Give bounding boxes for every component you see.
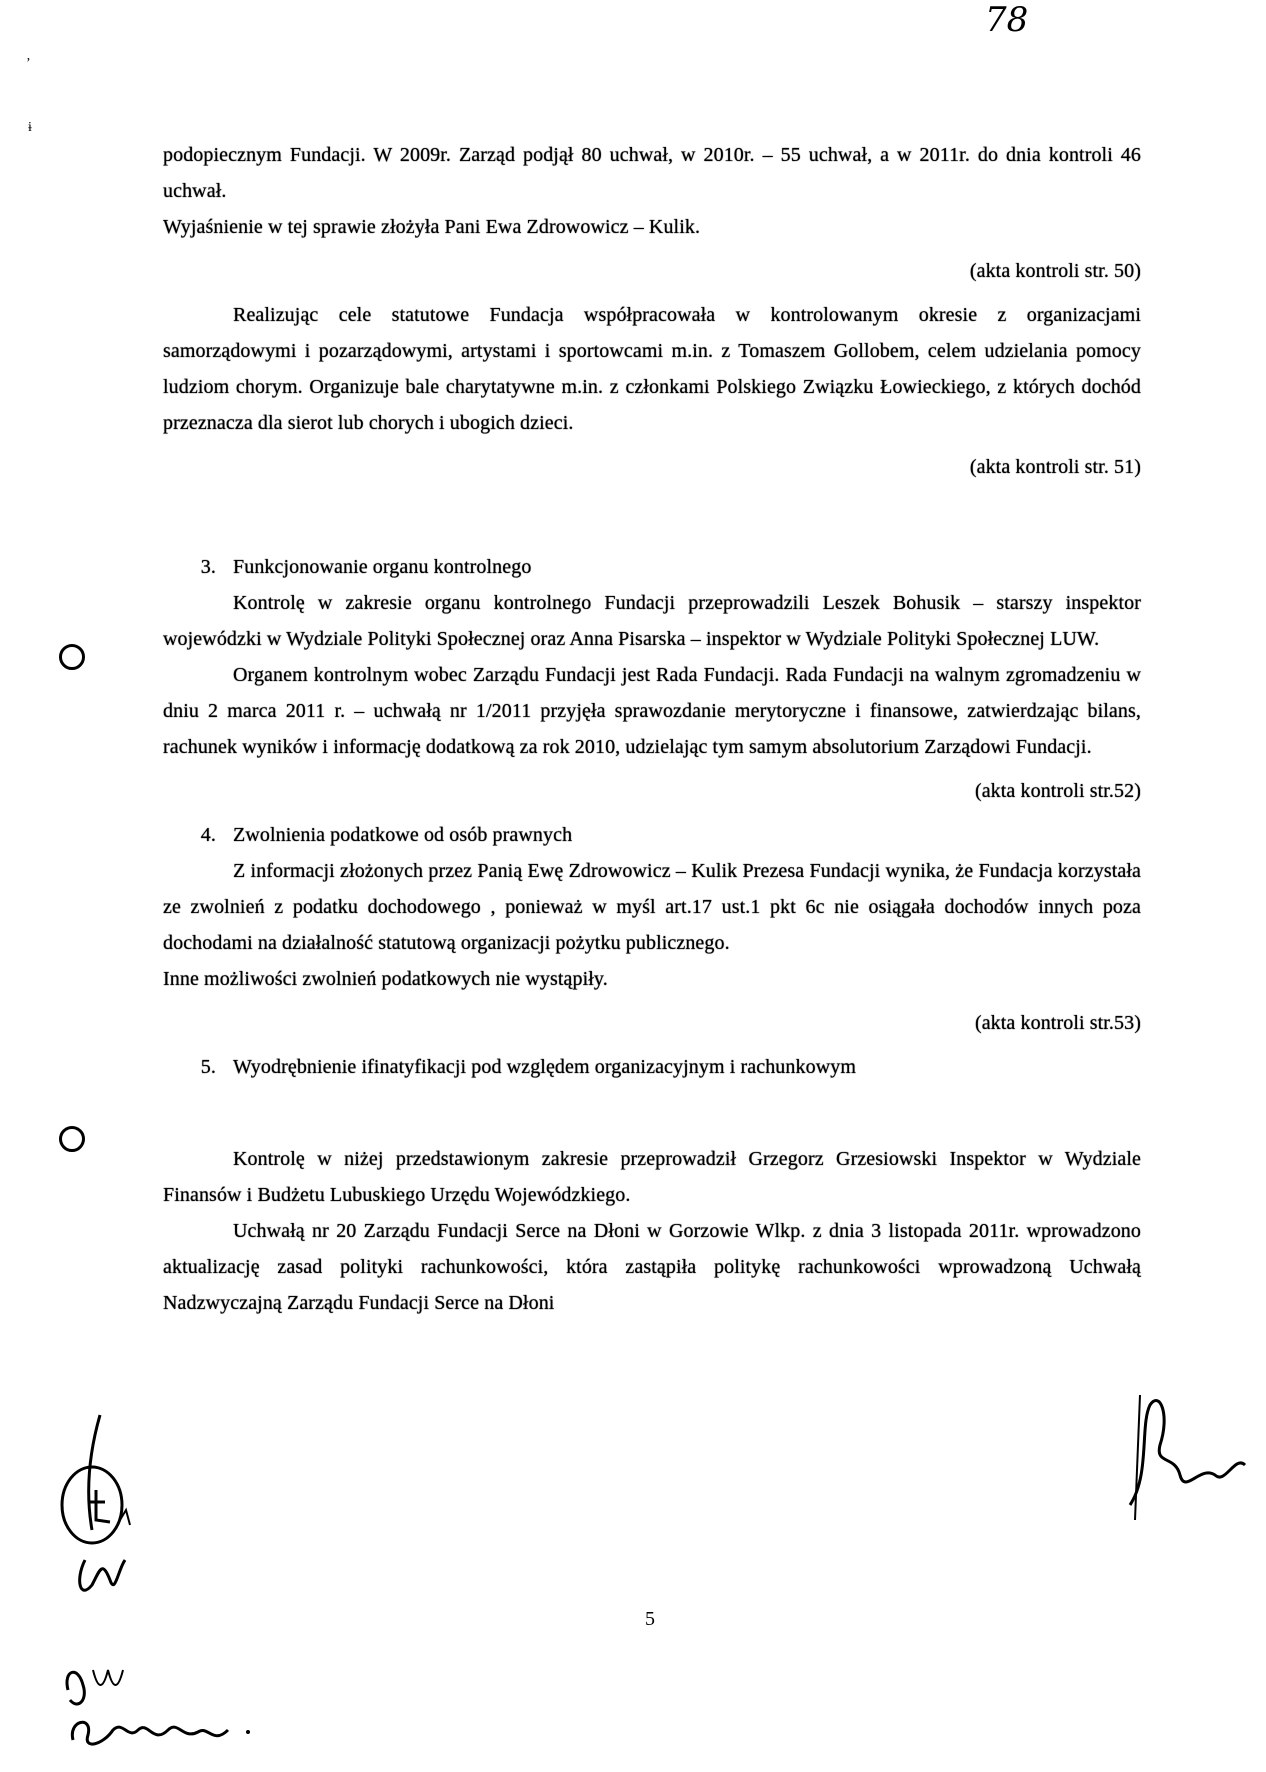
paragraph: Z informacji złożonych przez Panią Ewę Zdrowowicz – Kulik Prezesa Fundacji wynika, że Fundacja korzystała ze zwolnień z podatku dochodowego , ponieważ w myśl art.17 ust.1 pkt 6c nie osiągała dochodów innych poza dochodami na działalność statutową organizacji pożytku publicznego. xyxy=(163,860,1141,954)
paragraph: Uchwałą nr 20 Zarządu Fundacji Serce na Dłoni w Gorzowie Wlkp. z dnia 3 listopada 2011r. wprowadzono aktualizację zasad polityki rachunkowości, która zastąpiła politykę rachunkowości wprowadzoną Uchwałą Nadzwyczajną Zarządu Fundacji Serce na Dłoni xyxy=(163,1220,1141,1314)
reference-note: (akta kontroli str. 50) xyxy=(969,260,1141,282)
paragraph: Kontrolę w zakresie organu kontrolnego Fundacji przeprowadzili Leszek Bohusik – starszy inspektor wojewódzki w Wydziale Polityki Społecznej oraz Anna Pisarska – inspektor w Wydziale Polityki Społecznej LUW. xyxy=(163,592,1141,650)
reference-note: (akta kontroli str. 51) xyxy=(969,456,1141,478)
punch-hole xyxy=(59,1126,85,1152)
handwritten-signature xyxy=(58,1660,258,1760)
handwritten-signature xyxy=(1120,1385,1260,1525)
punch-hole xyxy=(59,644,85,670)
scan-artifact: ɨ xyxy=(28,120,32,135)
corner-page-mark: 78 xyxy=(985,0,1029,40)
section-title: Funkcjonowanie organu kontrolnego xyxy=(233,556,532,578)
section-title: Zwolnienia podatkowe od osób prawnych xyxy=(233,824,573,846)
section-number: 3. xyxy=(200,556,216,578)
paragraph: Inne możliwości zwolnień podatkowych nie wystąpiły. xyxy=(163,968,608,990)
reference-note: (akta kontroli str.52) xyxy=(974,780,1141,802)
document-body xyxy=(163,137,1141,1321)
scan-artifact: ʼ xyxy=(26,56,31,71)
handwritten-initials xyxy=(30,1410,160,1610)
section-heading xyxy=(163,817,1141,853)
paragraph: Wyjaśnienie w tej sprawie złożyła Pani Ewa Zdrowowicz – Kulik. xyxy=(163,216,701,238)
paragraph: Organem kontrolnym wobec Zarządu Fundacji jest Rada Fundacji. Rada Fundacji na walnym zgromadzeniu w dniu 2 marca 2011 r. – uchwałą nr 1/2011 przyjęła sprawozdanie merytoryczne i finansowe, zatwierdzając bilans, rachunek wyników i informację dodatkową za rok 2010, udzielając tym samym absolutorium Zarządowi Fundacji. xyxy=(163,664,1141,758)
paragraph: Realizując cele statutowe Fundacja współpracowała w kontrolowanym okresie z organizacjami samorządowymi i pozarządowymi, artystami i sportowcami m.in. z Tomaszem Gollobem, celem udzielania pomocy ludziom chorym. Organizuje bale charytatywne m.in. z członkami Polskiego Związku Łowieckiego, z których dochód przeznacza dla sierot lub chorych i ubogich dzieci. xyxy=(163,304,1141,434)
paragraph: Kontrolę w niżej przedstawionym zakresie przeprowadził Grzegorz Grzesiowski Inspektor w Wydziale Finansów i Budżetu Lubuskiego Urzędu Wojewódzkiego. xyxy=(163,1148,1141,1206)
section-number: 4. xyxy=(200,824,216,846)
paragraph: podopiecznym Fundacji. W 2009r. Zarząd podjął 80 uchwał, w 2010r. – 55 uchwał, a w 2011r. do dnia kontroli 46 uchwał. xyxy=(163,144,1141,202)
reference-note: (akta kontroli str.53) xyxy=(974,1012,1141,1034)
section-title: Wyodrębnienie ifinatyfikacji pod względem organizacyjnym i rachunkowym xyxy=(233,1056,857,1078)
page-number: 5 xyxy=(645,1608,655,1630)
section-heading xyxy=(163,549,1141,585)
section-number: 5. xyxy=(200,1056,216,1078)
section-heading xyxy=(163,1049,1141,1085)
